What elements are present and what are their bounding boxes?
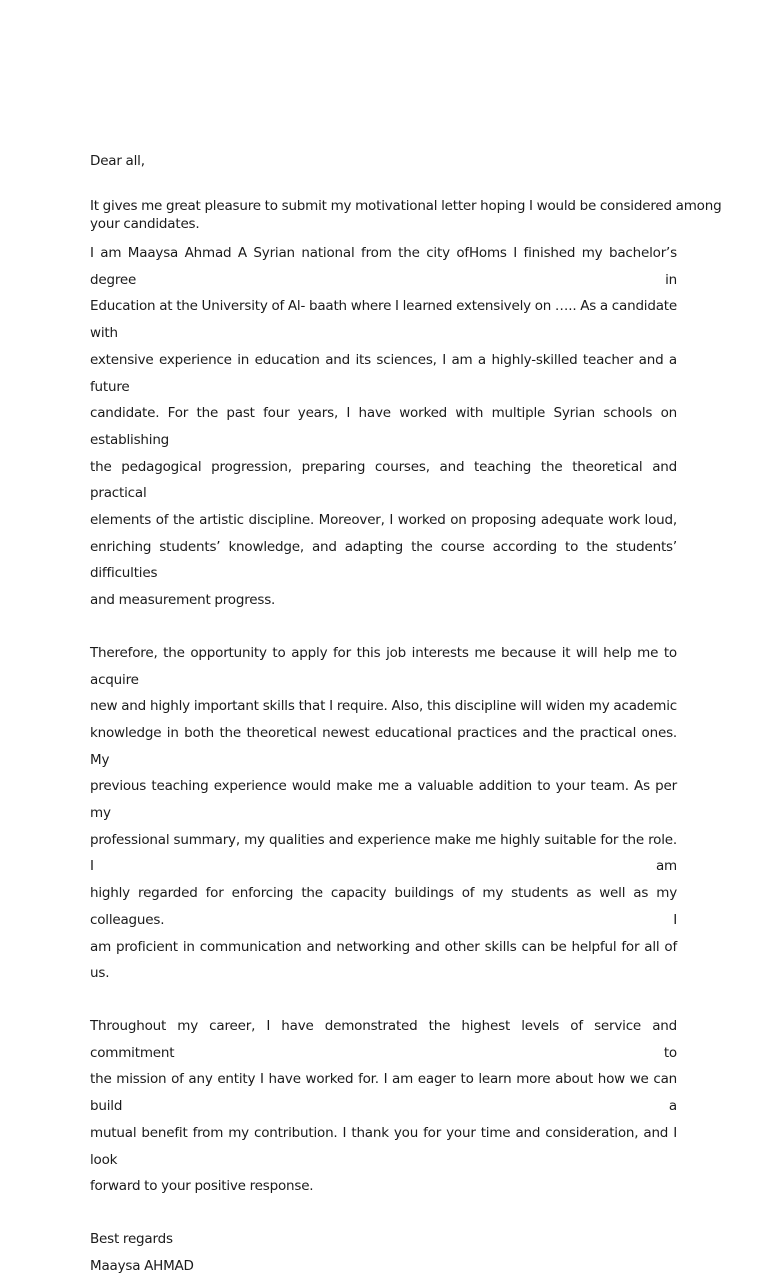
paragraph-line: I am Maaysa Ahmad A Syrian national from the city ofHoms I finished my bachelor’s degree in: [90, 245, 677, 288]
paragraph-line: Therefore, the opportunity to apply for this job interests me because it will help me to acquire: [90, 644, 677, 688]
paragraph-line: forward to your positive response.: [90, 1178, 314, 1195]
paragraph-line: enriching students’ knowledge, and adapting the course according to the students’ difficulties: [90, 538, 677, 582]
signature-name: Maaysa AHMAD: [90, 1257, 194, 1274]
paragraph-line: the pedagogical progression, preparing courses, and teaching the theoretical and practical: [90, 458, 677, 502]
paragraph-line: previous teaching experience would make me a valuable addition to your team. As per my: [90, 778, 677, 822]
paragraph-line: new and highly important skills that I require. Also, this discipline will widen my academic: [90, 698, 677, 715]
paragraph-conclusion: [90, 1013, 677, 1200]
intro-line: your candidates.: [90, 216, 200, 232]
paragraph-line: mutual benefit from my contribution. I thank you for your time and consideration, and I look: [90, 1124, 677, 1168]
paragraph-line: elements of the artistic discipline. Moreover, I worked on proposing adequate work loud,: [90, 512, 677, 529]
paragraph-line: knowledge in both the theoretical newest educational practices and the practical ones. My: [90, 724, 677, 768]
paragraph-line: candidate. For the past four years, I have worked with multiple Syrian schools on establishing: [90, 405, 677, 448]
paragraph-line: and measurement progress.: [90, 592, 276, 609]
paragraph-introduction: [90, 240, 677, 614]
paragraph-line: Throughout my career, I have demonstrated the highest levels of service and commitment to: [90, 1017, 677, 1061]
paragraph-line: the mission of any entity I have worked for. I am eager to learn more about how we can build a: [90, 1071, 677, 1115]
paragraph-line: highly regarded for enforcing the capacity buildings of my students as well as my colleagues. I: [90, 885, 677, 928]
letter-closing: [90, 1226, 677, 1280]
paragraph-line: professional summary, my qualities and experience make me highly suitable for the role. I am: [90, 831, 677, 875]
letter-body: [90, 152, 722, 1280]
paragraph-line: extensive experience in education and its sciences, I am a highly-skilled teacher and a future: [90, 351, 677, 395]
letter-greeting: [90, 152, 677, 171]
paragraph-line: Education at the University of Al- baath where I learned extensively on ….. As a candidate with: [90, 298, 677, 342]
greeting-text: Dear all,: [90, 153, 145, 169]
paragraph-line: am proficient in communication and networking and other skills can be helpful for all of us.: [90, 938, 677, 982]
paragraph-motivation: [90, 640, 677, 987]
intro-line: It gives me great pleasure to submit my motivational letter hoping I would be considered among: [90, 198, 722, 214]
intro-paragraph: [90, 197, 722, 233]
closing-text: Best regards: [90, 1230, 173, 1247]
